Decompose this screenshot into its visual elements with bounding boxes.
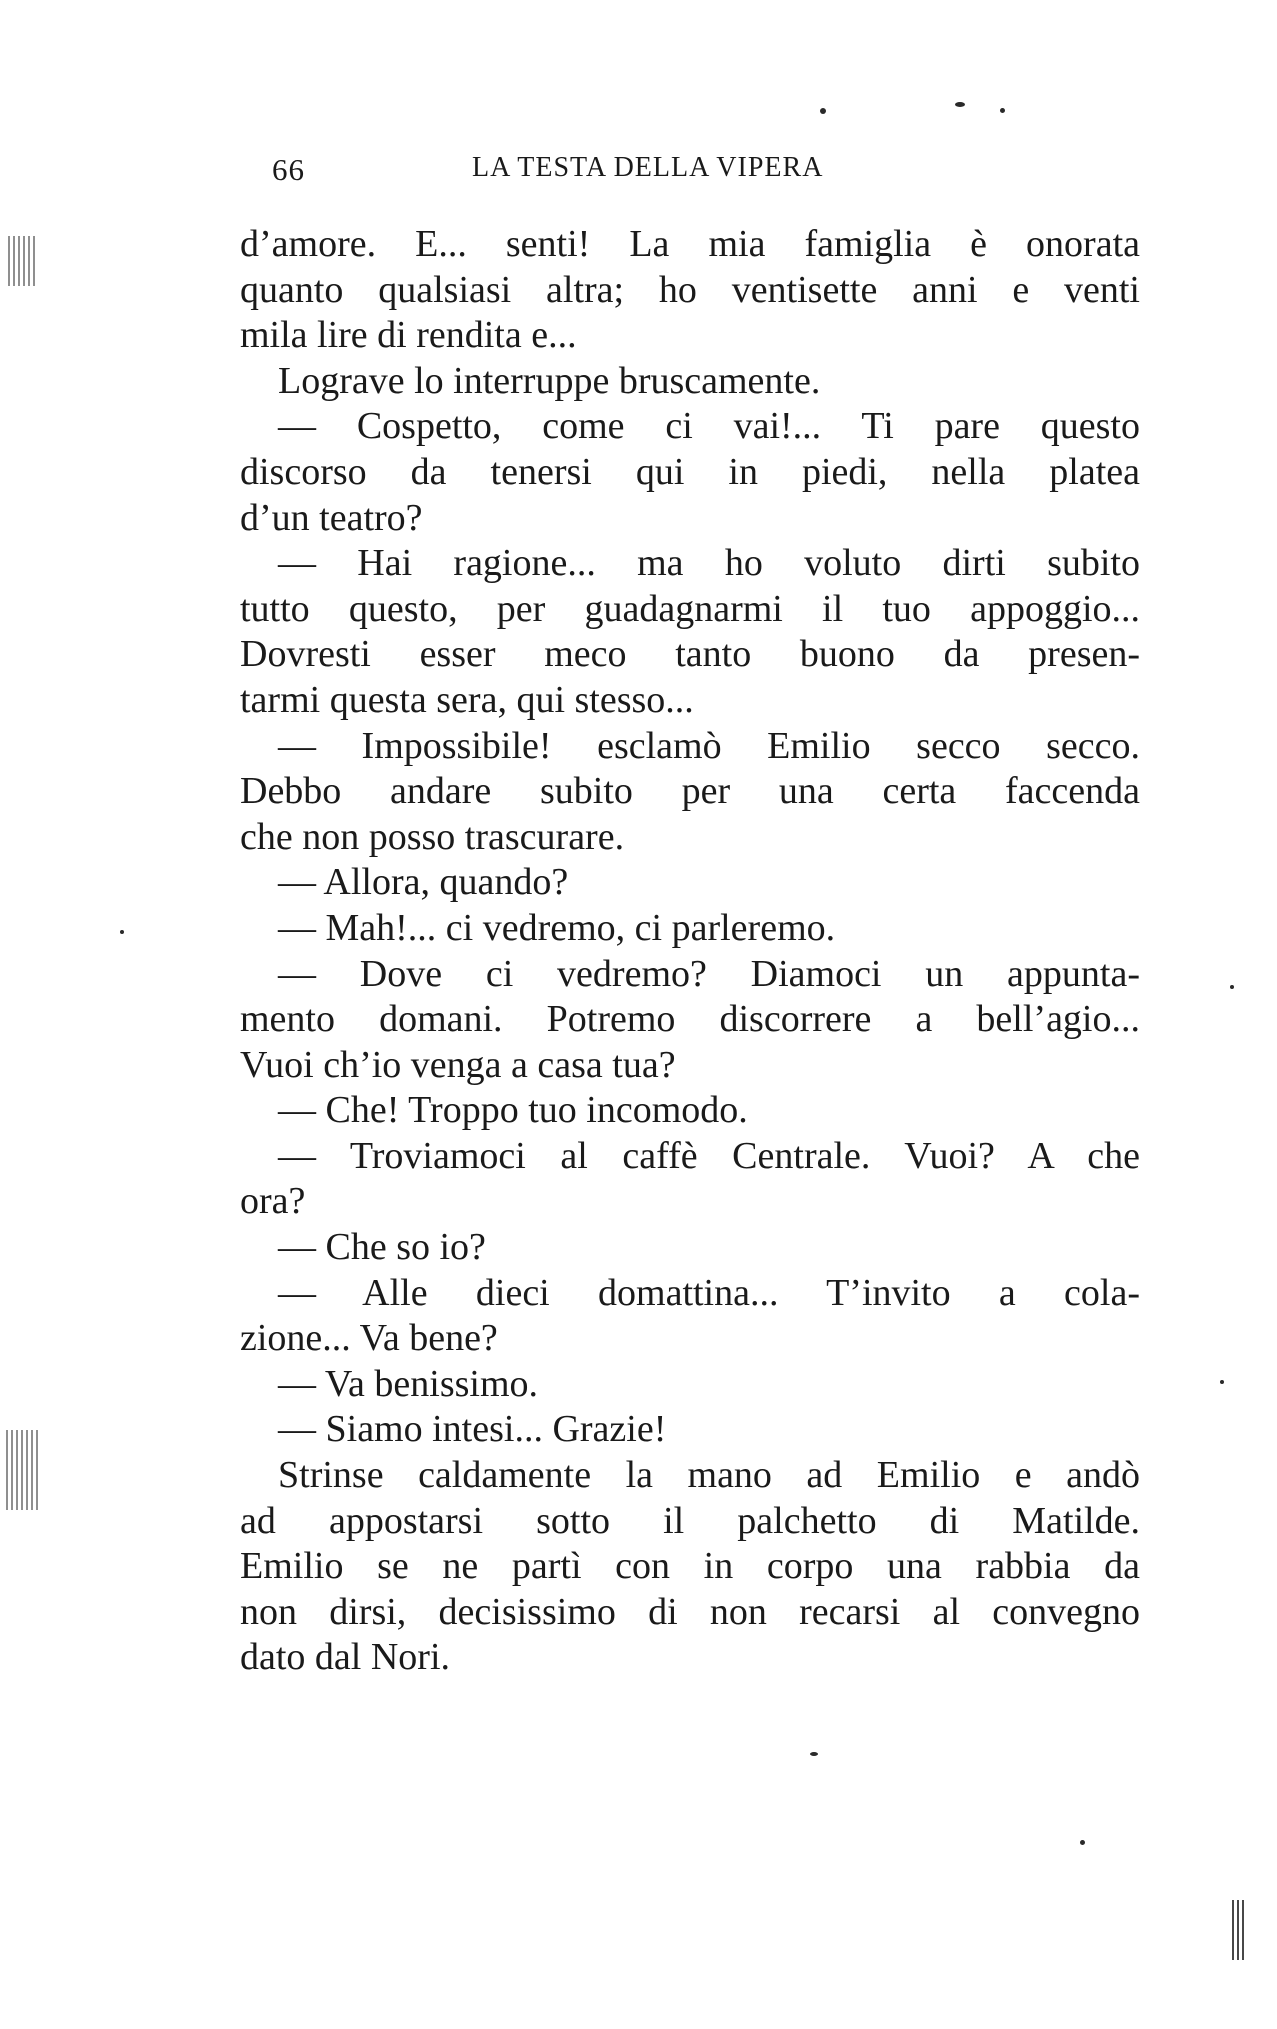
text-line: ad appostarsi sotto il palchetto di Matilde. — [240, 1499, 1140, 1542]
text-line: tarmi questa sera, qui stesso... — [240, 678, 694, 721]
running-title: LA TESTA DELLA VIPERA — [472, 152, 824, 183]
page-number: 66 — [272, 152, 305, 187]
text-line: Emilio se ne partì con in corpo una rabbia da — [240, 1545, 1140, 1588]
scan-smudge — [8, 236, 38, 286]
text-line: che non posso trascurare. — [240, 815, 625, 858]
text-line: d’un teatro? — [240, 496, 423, 539]
scan-speck — [120, 930, 124, 934]
text-line: — Che so io? — [278, 1226, 486, 1269]
text-line: dato dal Nori. — [240, 1636, 451, 1679]
text-line: tutto questo, per guadagnarmi il tuo appoggio... — [240, 587, 1140, 630]
text-line: — Impossibile! esclamò Emilio secco secco. — [278, 724, 1140, 767]
text-line: Lograve lo interruppe bruscamente. — [278, 359, 821, 402]
text-line: — Siamo intesi... Grazie! — [278, 1408, 667, 1451]
scan-smudge — [6, 1430, 40, 1510]
text-line: — Alle dieci domattina... T’invito a cola- — [278, 1271, 1140, 1314]
text-line: — Troviamoci al caffè Centrale. Vuoi? A che — [278, 1134, 1140, 1177]
scan-speck — [1230, 985, 1234, 989]
text-line: Strinse caldamente la mano ad Emilio e andò — [278, 1454, 1140, 1497]
text-line: — Mah!... ci vedremo, ci parleremo. — [278, 906, 836, 949]
scan-speck — [955, 102, 965, 107]
text-line: Vuoi ch’io venga a casa tua? — [240, 1043, 676, 1086]
text-line: Debbo andare subito per una certa faccenda — [240, 770, 1140, 813]
text-line: Dovresti esser meco tanto buono da presen- — [240, 633, 1140, 676]
text-line: d’amore. E... senti! La mia famiglia è onorata — [240, 223, 1140, 265]
text-line: mento domani. Potremo discorrere a bell’agio... — [240, 998, 1140, 1041]
scan-speck — [1000, 108, 1005, 113]
text-line: ora? — [240, 1180, 306, 1223]
scan-speck — [820, 108, 826, 114]
text-line: — Dove ci vedremo? Diamoci un appunta- — [278, 952, 1140, 995]
text-line: — Allora, quando? — [278, 861, 569, 904]
text-line: non dirsi, decisissimo di non recarsi al convegno — [240, 1590, 1140, 1633]
running-head — [272, 152, 1112, 192]
text-line: discorso da tenersi qui in piedi, nella platea — [240, 450, 1140, 493]
scan-smudge — [1232, 1900, 1246, 1960]
text-line: — Che! Troppo tuo incomodo. — [278, 1089, 748, 1132]
text-line: zione... Va bene? — [240, 1317, 498, 1360]
text-line: quanto qualsiasi altra; ho ventisette anni e venti — [240, 268, 1140, 311]
scan-speck — [810, 1752, 818, 1756]
body-text — [240, 222, 1140, 1681]
scan-speck — [1080, 1840, 1085, 1845]
text-line: — Va benissimo. — [278, 1362, 539, 1405]
text-line: — Hai ragione... ma ho voluto dirti subito — [278, 542, 1140, 585]
text-line: — Cospetto, come ci vai!... Ti pare questo — [278, 405, 1140, 448]
text-line: mila lire di rendita e... — [240, 314, 577, 357]
scan-speck — [1220, 1380, 1224, 1384]
